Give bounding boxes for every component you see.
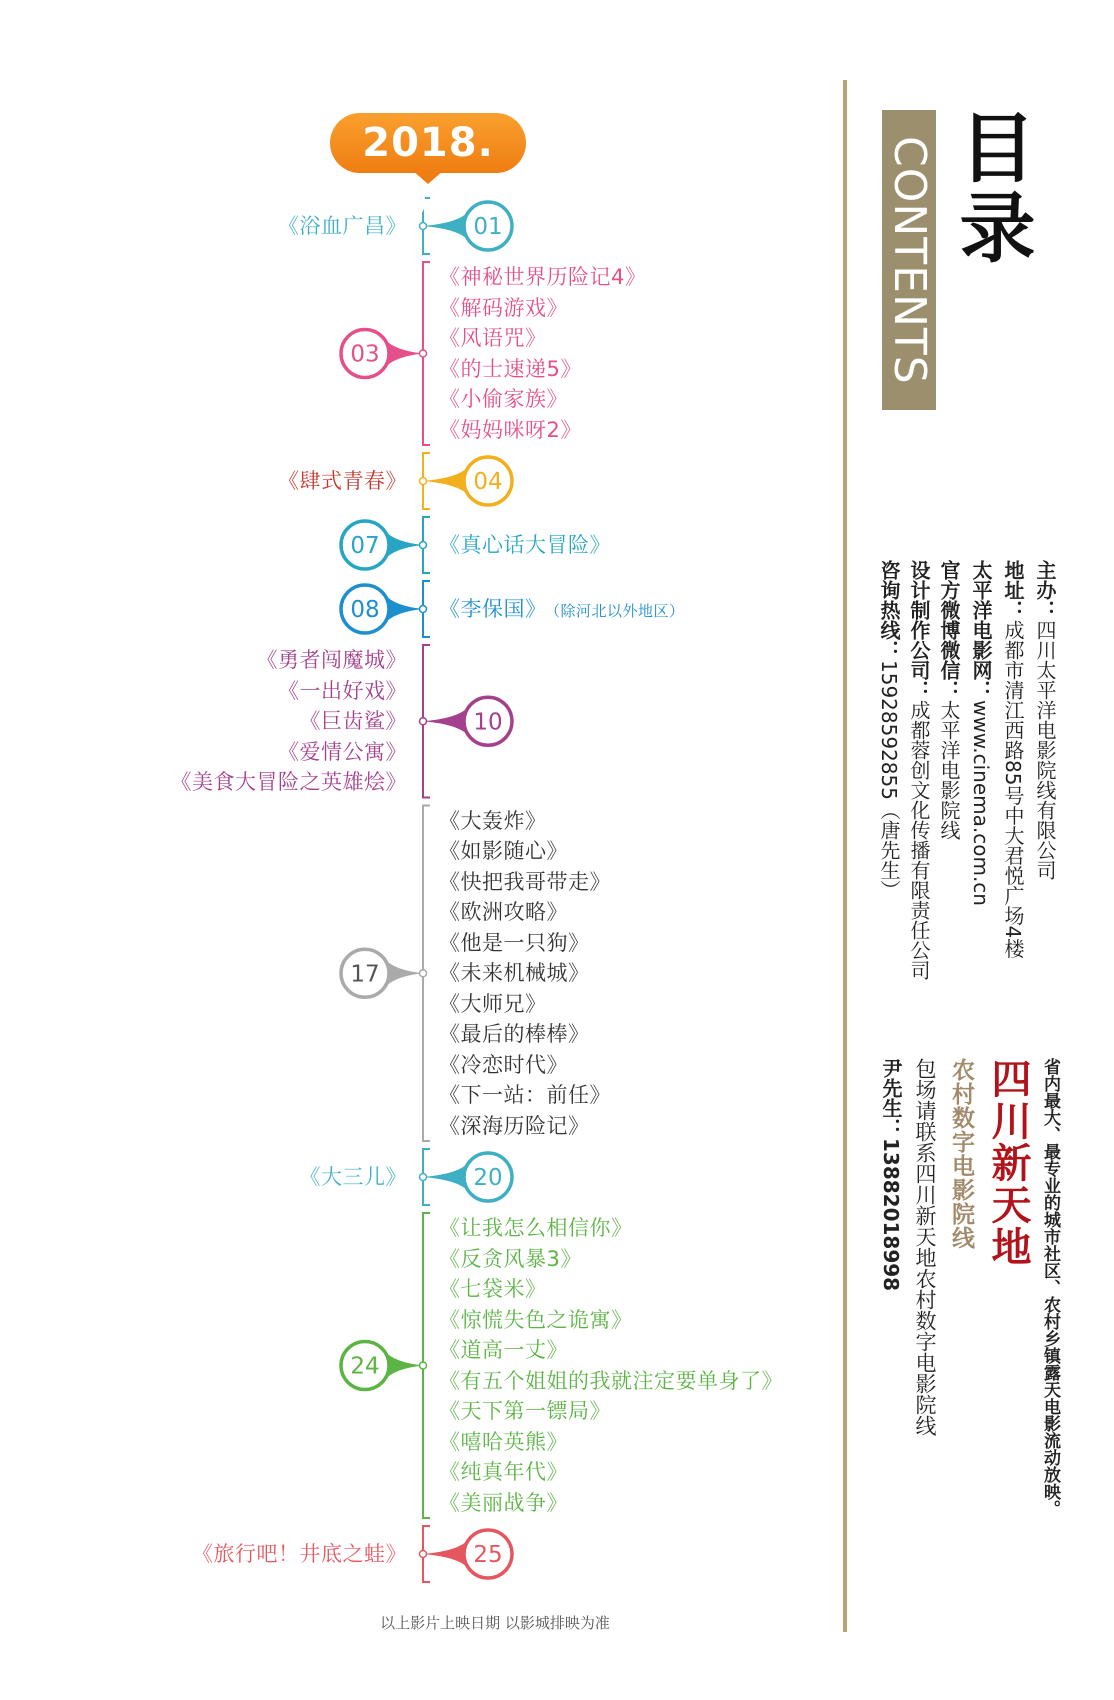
- day-number: 04: [473, 469, 503, 495]
- film-title: 《大轰炸》: [439, 808, 547, 833]
- day-number: 01: [473, 214, 503, 240]
- film-title: 《反贪风暴3》: [439, 1246, 582, 1271]
- film-title: 《大师兄》: [439, 991, 547, 1016]
- day-number: 10: [473, 709, 503, 736]
- day-node: [420, 1174, 427, 1181]
- day-node: [420, 1551, 427, 1558]
- day-node: [420, 542, 427, 549]
- film-title: 《最后的棒棒》: [439, 1022, 590, 1046]
- day-node: [420, 718, 427, 725]
- issue-date-badge: 2018. 08: [330, 113, 526, 173]
- film-title: 《神秘世界历险记4》: [439, 265, 647, 289]
- film-title: 《他是一只狗》: [439, 930, 590, 955]
- address-line: [998, 560, 1028, 958]
- film-title: 《七袋米》: [439, 1277, 547, 1301]
- day-node: [420, 478, 427, 485]
- day-number: 03: [350, 341, 380, 368]
- film-title: 《巨齿鲨》: [299, 709, 407, 733]
- film-title: 《快把我哥带走》: [439, 869, 611, 894]
- address-value: 成都市清江西路85号中大君悦广场4楼: [1001, 620, 1025, 959]
- ad-brand-subtitle: 农村数字电影院线: [948, 1058, 974, 1250]
- film-title: 《道高一丈》: [439, 1338, 568, 1362]
- ad-contact: 尹先生：13882018998: [879, 1058, 903, 1292]
- film-title: 《美食大冒险之英雄烩》: [170, 770, 407, 794]
- website-line: [966, 560, 996, 906]
- design-line: [904, 560, 934, 980]
- film-title: 《真心话大冒险》: [439, 532, 611, 557]
- film-title: 《的士速递5》: [439, 356, 582, 381]
- ad-brand: 四川新天地: [985, 1058, 1031, 1268]
- hotline-value: 15928592855（唐先生）: [877, 660, 901, 900]
- film-title: 《小偷家族》: [439, 387, 568, 411]
- address-label: 地址：: [1001, 560, 1025, 620]
- hotline-label: 咨询热线：: [877, 560, 901, 660]
- day-number: 25: [473, 1542, 503, 1568]
- film-title: 《旅行吧！井底之蛙》: [192, 1541, 407, 1566]
- film-title: 《解码游戏》: [439, 295, 568, 320]
- day-connector: [423, 1163, 468, 1191]
- film-title: 《惊慌失色之诡寓》: [439, 1307, 633, 1332]
- organizer-line: [1030, 560, 1060, 880]
- website-value[interactable]: www.cinema.com.cn: [969, 700, 993, 906]
- day-node: [420, 350, 427, 357]
- organizer-value: 四川太平洋电影院线有限公司: [1033, 620, 1057, 880]
- schedule-footnote: 以上影片上映日期 以影城排映为准: [380, 1614, 610, 1632]
- film-title: 《冷恋时代》: [439, 1052, 568, 1077]
- film-note: （除河北以外地区）: [552, 601, 685, 620]
- film-title: 《天下第一镖局》: [439, 1399, 611, 1423]
- film-title: 《勇者闯魔城》: [256, 648, 407, 672]
- film-title: 《李保国》 （除河北以外地区）: [439, 596, 685, 621]
- day-node: [420, 606, 427, 613]
- film-title: 《下一站：前任》: [439, 1083, 611, 1107]
- film-title: 《有五个姐姐的我就注定要单身了》: [439, 1368, 783, 1393]
- film-title: 《让我怎么相信你》: [439, 1216, 633, 1240]
- page-title: 目录: [947, 108, 1036, 268]
- film-title: 《浴血广昌》: [278, 213, 407, 238]
- issue-date-pointer: [412, 170, 444, 184]
- film-title: 《肆式青春》: [278, 468, 407, 493]
- day-connector: [423, 467, 468, 495]
- day-number: 08: [350, 597, 380, 623]
- contents-subtitle: CONTENTS: [884, 135, 935, 385]
- ad-booking: 包场请联系四川新天地农村数字电影院线: [913, 1058, 937, 1436]
- film-title: 《风语咒》: [439, 326, 547, 350]
- film-title: 《如影随心》: [439, 839, 568, 863]
- website-label: 太平洋电影网：: [969, 560, 993, 700]
- film-title: 《嘻哈英熊》: [439, 1429, 568, 1454]
- day-number: 07: [350, 533, 380, 559]
- day-number: 17: [350, 961, 380, 988]
- film-title: 《纯真年代》: [439, 1460, 568, 1484]
- day-connector: [423, 707, 468, 735]
- film-title: 《一出好戏》: [278, 678, 407, 703]
- weibo-value: 太平洋电影院线: [937, 700, 961, 840]
- day-number: 24: [350, 1353, 380, 1380]
- day-number: 20: [473, 1165, 503, 1191]
- film-title: 《妈妈咪呀2》: [439, 417, 582, 442]
- weibo-label: 官方微博微信：: [937, 560, 961, 700]
- day-node: [420, 1362, 427, 1369]
- film-title: 《未来机械城》: [439, 961, 590, 985]
- film-title: 《美丽战争》: [439, 1490, 568, 1515]
- film-title: 《大三儿》: [299, 1164, 407, 1189]
- hotline-line: [874, 560, 904, 900]
- organizer-label: 主办：: [1033, 560, 1057, 620]
- day-node: [420, 970, 427, 977]
- weibo-line: [934, 560, 964, 840]
- ad-slogan: 省内最大、最专业的城市社区、农村乡镇露天电影流动放映。: [1040, 1058, 1060, 1517]
- day-connector: [423, 1540, 468, 1568]
- film-title: 《深海历险记》: [439, 1113, 590, 1138]
- film-title: 《爱情公寓》: [278, 739, 407, 764]
- column-divider: [843, 80, 847, 1632]
- design-value: 成都蓉创文化传播有限责任公司: [907, 700, 931, 980]
- design-label: 设计制作公司：: [907, 560, 931, 700]
- film-title: 《欧洲攻略》: [439, 900, 568, 924]
